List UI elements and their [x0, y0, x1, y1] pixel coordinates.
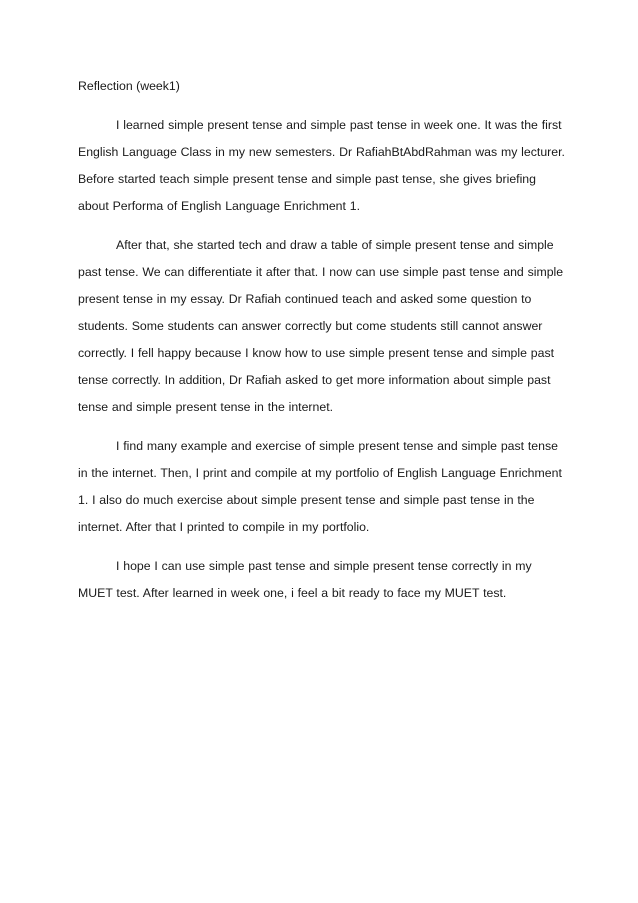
paragraph-3: I find many example and exercise of simple present tense and simple past tense in the internet. Then, I print and compile at my portfolio of English Language Enrichment 1. I also do much exercise about simple present tense and simple past tense in the internet. After that I printed to compile in my portfolio.	[78, 439, 562, 534]
document-body	[78, 73, 568, 619]
document-title: Reflection (week1)	[78, 79, 180, 93]
paragraph-2: After that, she started tech and draw a table of simple present tense and simple past tense. We can differentiate it after that. I now can use simple past tense and simple present tense in my essay. Dr Rafiah continued teach and asked some question to students. Some students can answer correctly but come students still cannot answer correctly. I fell happy because I know how to use simple present tense and simple past tense correctly. In addition, Dr Rafiah asked to get more information about simple past tense and simple present tense in the internet.	[78, 238, 564, 414]
paragraph-1: I learned simple present tense and simple past tense in week one. It was the first English Language Class in my new semesters. Dr RafiahBtAbdRahman was my lecturer. Before started teach simple present tense and simple past tense, she gives briefing about Performa of English Language Enrichment 1.	[78, 118, 565, 213]
paragraph-4: I hope I can use simple past tense and simple present tense correctly in my MUET test. After learned in week one, i feel a bit ready to face my MUET test.	[78, 559, 532, 600]
